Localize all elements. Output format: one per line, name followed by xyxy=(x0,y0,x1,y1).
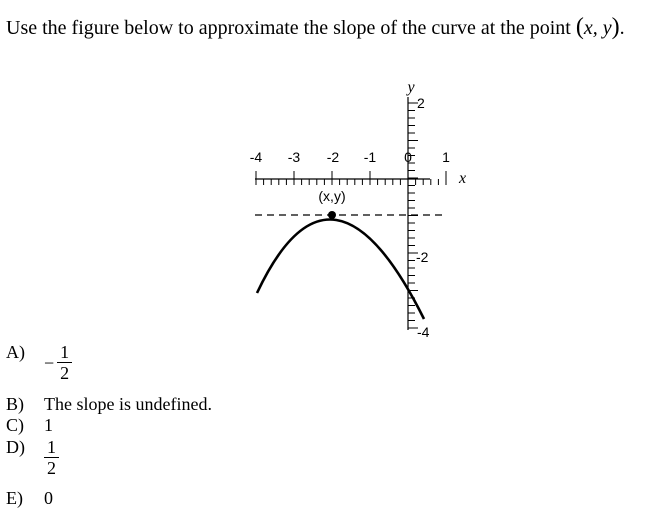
x-axis-label: x xyxy=(459,170,467,187)
y-axis-label: y xyxy=(407,79,415,96)
point-close-paren: ) xyxy=(611,14,620,40)
x-tick-label-neg4: -4 xyxy=(249,149,263,165)
y-tick-label-2: 2 xyxy=(417,95,425,111)
choice-e-letter: E) xyxy=(6,488,23,508)
choice-b-letter: B) xyxy=(6,394,24,414)
question-period: . xyxy=(619,17,625,39)
point-open-paren: ( xyxy=(575,14,584,40)
curve xyxy=(257,220,424,319)
point-variables: x, y xyxy=(583,17,612,39)
choice-d-numerator: 1 xyxy=(44,437,59,458)
choice-a-numerator: 1 xyxy=(57,342,72,363)
y-tick-label-neg2: -2 xyxy=(416,249,429,265)
x-tick-label-0: 0 xyxy=(404,149,412,165)
choice-b-text: The slope is undefined. xyxy=(44,394,212,414)
choice-d-denominator: 2 xyxy=(47,458,56,478)
x-tick-label-1: 1 xyxy=(442,149,450,165)
x-tick-label-neg3: -3 xyxy=(287,149,301,165)
choice-a-value xyxy=(44,342,72,383)
choice-a-letter: A) xyxy=(6,342,25,362)
x-tick-label-neg1: -1 xyxy=(363,149,377,165)
question-prompt: Use the figure below to approximate the slope of the curve at the point xyxy=(6,17,576,39)
choice-d-letter: D) xyxy=(6,437,25,457)
x-tick-label-neg2: -2 xyxy=(326,149,340,165)
choice-a-sign: − xyxy=(44,353,55,373)
y-tick-label-neg4: -4 xyxy=(417,324,430,340)
point-marker xyxy=(328,211,336,219)
point-label: (x,y) xyxy=(318,188,346,204)
choice-e-text: 0 xyxy=(44,488,53,508)
choice-c-letter: C) xyxy=(6,415,24,435)
choice-d-value xyxy=(44,437,59,478)
choice-c-text: 1 xyxy=(44,415,53,435)
choice-a-denominator: 2 xyxy=(60,363,70,383)
